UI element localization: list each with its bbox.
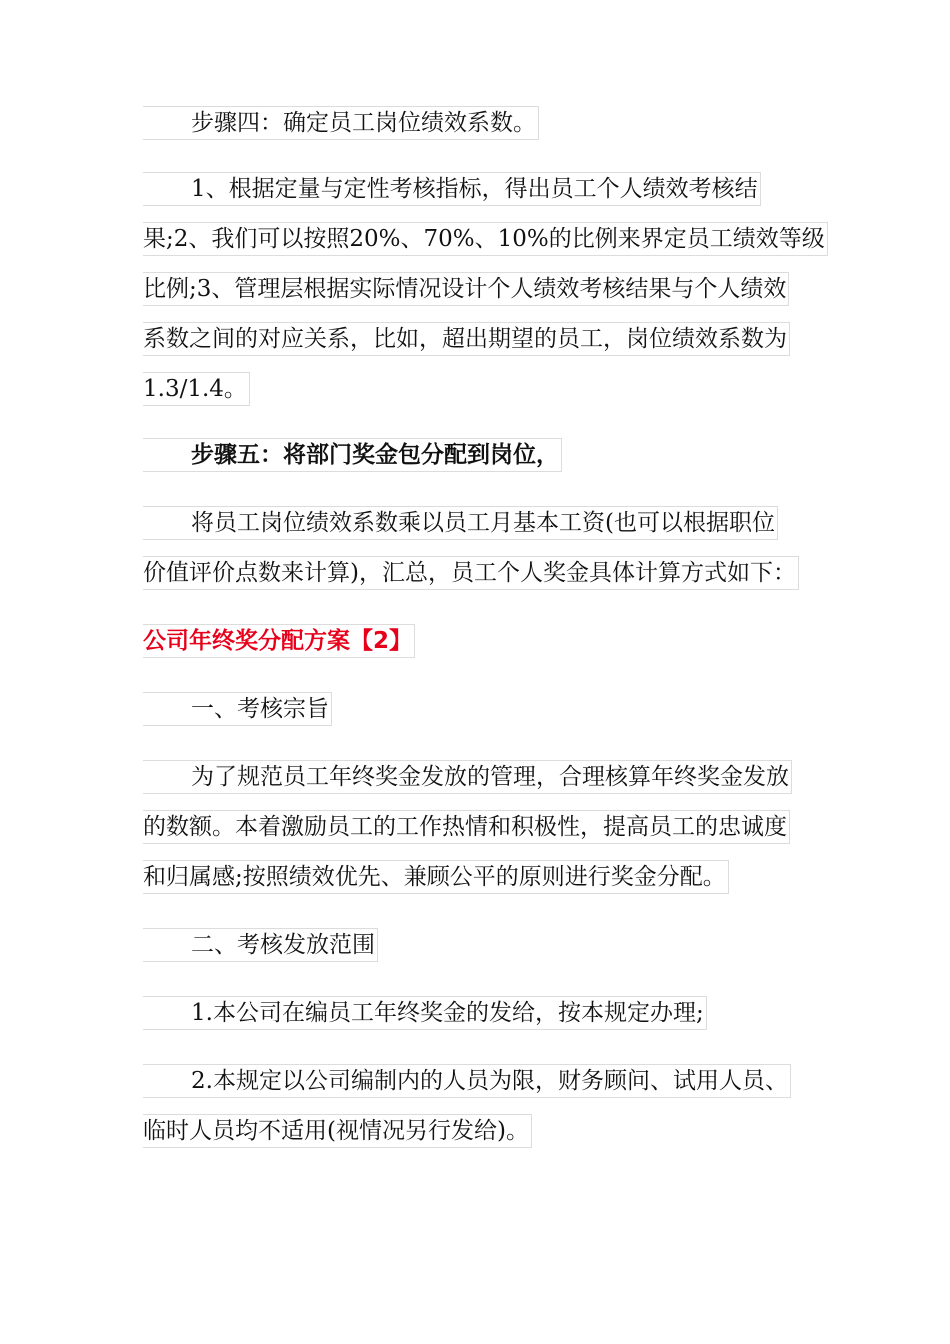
step4-line-5: 1.3/1.4。 [143,372,250,406]
scope-heading: 二、考核发放范围 [143,928,378,962]
step5-line-2: 价值评价点数来计算)，汇总，员工个人奖金具体计算方式如下： [143,556,799,590]
section2-title: 公司年终奖分配方案【2】 [143,624,415,658]
step4-line-2: 果;2、我们可以按照20%、70%、10%的比例来界定员工绩效等级 [143,222,828,256]
step4-line-1: 1、根据定量与定性考核指标，得出员工个人绩效考核结 [143,172,761,206]
step4-heading: 步骤四：确定员工岗位绩效系数。 [143,106,539,140]
step5-line-1: 将员工岗位绩效系数乘以员工月基本工资(也可以根据职位 [143,506,778,540]
step4-line-4: 系数之间的对应关系，比如，超出期望的员工，岗位绩效系数为 [143,322,790,356]
step4-line-3: 比例;3、管理层根据实际情况设计个人绩效考核结果与个人绩效 [143,272,789,306]
purpose-line-2: 的数额。本着激励员工的工作热情和积极性，提高员工的忠诚度 [143,810,790,844]
purpose-line-3: 和归属感;按照绩效优先、兼顾公平的原则进行奖金分配。 [143,860,729,894]
scope-item-2-line-1: 2.本规定以公司编制内的人员为限，财务顾问、试用人员、 [143,1064,791,1098]
step5-heading: 步骤五：将部门奖金包分配到岗位， [143,438,562,472]
scope-item-2-line-2: 临时人员均不适用(视情况另行发给)。 [143,1114,532,1148]
scope-item-1: 1.本公司在编员工年终奖金的发给，按本规定办理; [143,996,707,1030]
purpose-line-1: 为了规范员工年终奖金发放的管理，合理核算年终奖金发放 [143,760,792,794]
purpose-heading: 一、考核宗旨 [143,692,332,726]
